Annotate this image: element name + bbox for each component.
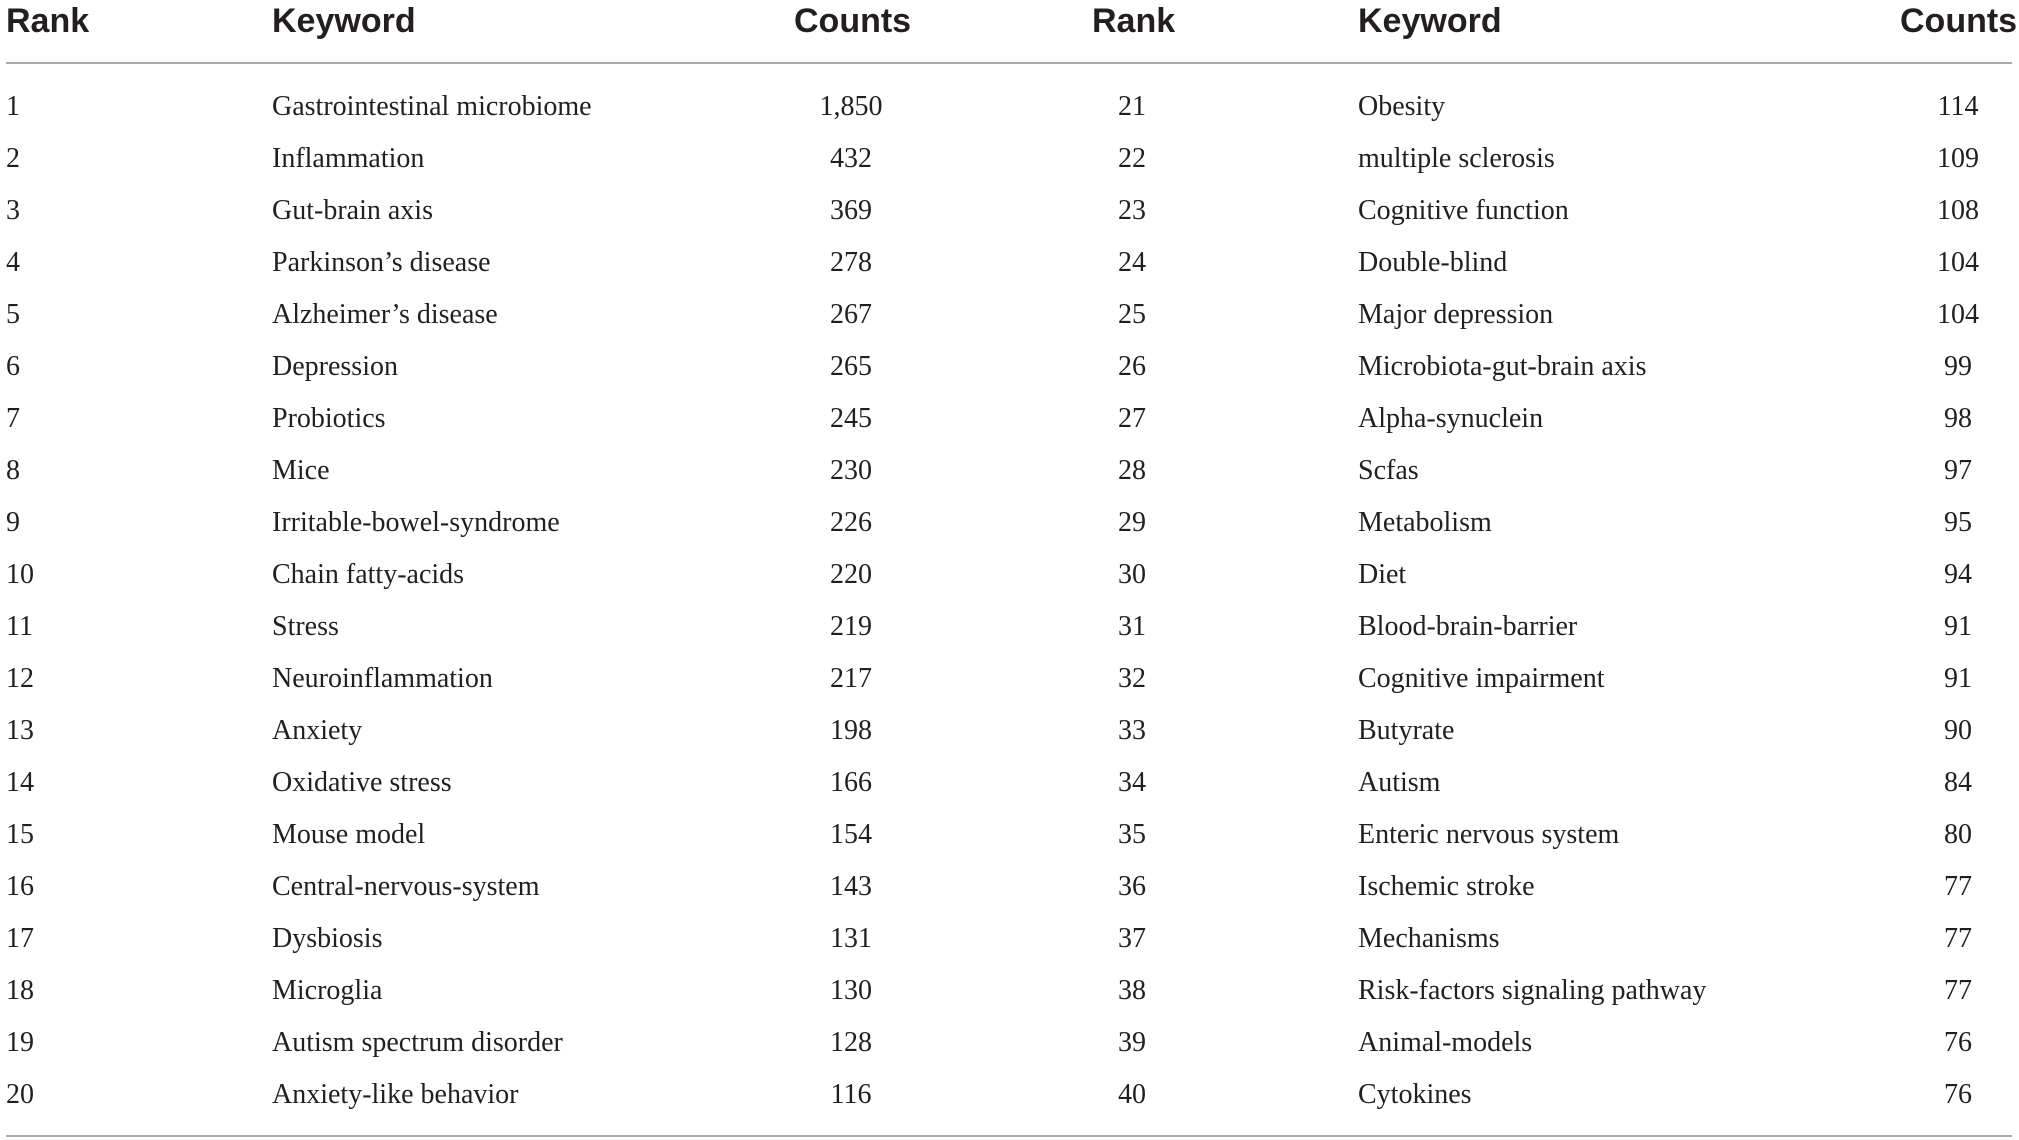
keyword-cell: Microglia	[272, 975, 383, 1006]
keyword-cell: Double-blind	[1358, 247, 1508, 278]
rank-cell: 2	[6, 143, 20, 174]
table-row	[0, 1075, 2019, 1127]
table-row	[0, 295, 2019, 347]
keyword-cell: Depression	[272, 351, 398, 382]
counts-cell-text: 104	[1937, 299, 1979, 330]
rank-cell-text: 31	[1118, 611, 1146, 642]
keyword-cell: Probiotics	[272, 403, 386, 434]
table-row	[0, 191, 2019, 243]
counts-cell-text: 131	[830, 923, 872, 954]
counts-cell-text: 143	[830, 871, 872, 902]
keyword-cell: Stress	[272, 611, 339, 642]
keyword-cell: Cytokines	[1358, 1079, 1472, 1110]
rank-cell-text: 39	[1118, 1027, 1146, 1058]
keyword-cell: Oxidative stress	[272, 767, 452, 798]
rank-cell-text: 40	[1118, 1079, 1146, 1110]
counts-cell-text: 109	[1937, 143, 1979, 174]
rank-cell-text: 34	[1118, 767, 1146, 798]
rank-cell: 12	[6, 663, 34, 694]
header-divider	[6, 62, 2012, 64]
rank-cell: 10	[6, 559, 34, 590]
rank-cell: 18	[6, 975, 34, 1006]
table-bottom-rule	[6, 1135, 2012, 1137]
rank-cell-text: 35	[1118, 819, 1146, 850]
rank-cell-text: 30	[1118, 559, 1146, 590]
counts-cell-text: 226	[830, 507, 872, 538]
counts-cell-text: 94	[1944, 559, 1972, 590]
counts-cell-text: 220	[830, 559, 872, 590]
rank-cell-text: 38	[1118, 975, 1146, 1006]
rank-cell: 19	[6, 1027, 34, 1058]
rank-cell: 6	[6, 351, 20, 382]
counts-cell-text: 166	[830, 767, 872, 798]
rank-cell-text: 26	[1118, 351, 1146, 382]
keyword-cell: Mice	[272, 455, 330, 486]
table-row	[0, 763, 2019, 815]
counts-cell-text: 104	[1937, 247, 1979, 278]
rank-cell: 14	[6, 767, 34, 798]
rank-cell-text: 33	[1118, 715, 1146, 746]
table-row	[0, 347, 2019, 399]
table-row	[0, 503, 2019, 555]
keyword-cell: Butyrate	[1358, 715, 1455, 746]
rank-cell-text: 25	[1118, 299, 1146, 330]
counts-cell-text: 219	[830, 611, 872, 642]
counts-cell-text: 278	[830, 247, 872, 278]
keyword-cell: Parkinson’s disease	[272, 247, 491, 278]
counts-cell-text: 198	[830, 715, 872, 746]
keyword-cell: Mechanisms	[1358, 923, 1500, 954]
table-body	[0, 87, 2019, 1127]
table-row	[0, 659, 2019, 711]
rank-cell-text: 28	[1118, 455, 1146, 486]
table-row	[0, 451, 2019, 503]
keyword-cell: Irritable-bowel-syndrome	[272, 507, 560, 538]
counts-cell-text: 77	[1944, 975, 1972, 1006]
rank-cell: 4	[6, 247, 20, 278]
rank-cell: 8	[6, 455, 20, 486]
counts-cell-text: 98	[1944, 403, 1972, 434]
keyword-cell: Central-nervous-system	[272, 871, 540, 902]
counts-cell-text: 267	[830, 299, 872, 330]
keyword-cell: Alzheimer’s disease	[272, 299, 498, 330]
counts-cell-text: 245	[830, 403, 872, 434]
keyword-cell: Inflammation	[272, 143, 425, 174]
rank-cell: 1	[6, 91, 20, 122]
rank-cell: 17	[6, 923, 34, 954]
keyword-cell: Scfas	[1358, 455, 1419, 486]
keyword-cell: Alpha-synuclein	[1358, 403, 1544, 434]
rank-cell-text: 36	[1118, 871, 1146, 902]
counts-cell-text: 108	[1937, 195, 1979, 226]
counts-cell-text: 84	[1944, 767, 1972, 798]
keyword-cell: Microbiota-gut-brain axis	[1358, 351, 1647, 382]
header-rank-left: Rank	[6, 2, 90, 40]
counts-cell-text: 95	[1944, 507, 1972, 538]
keyword-cell: Obesity	[1358, 91, 1446, 122]
rank-cell-text: 32	[1118, 663, 1146, 694]
keyword-cell: Neuroinflammation	[272, 663, 493, 694]
keyword-cell: multiple sclerosis	[1358, 143, 1555, 174]
rank-cell: 5	[6, 299, 20, 330]
rank-cell-text: 21	[1118, 91, 1146, 122]
counts-cell-text: 116	[830, 1079, 872, 1110]
counts-cell-text: 1,850	[819, 91, 883, 122]
table-row	[0, 399, 2019, 451]
keyword-cell: Risk-factors signaling pathway	[1358, 975, 1707, 1006]
counts-cell-text: 230	[830, 455, 872, 486]
table-row	[0, 139, 2019, 191]
table-row	[0, 711, 2019, 763]
header-keyword-left: Keyword	[272, 2, 416, 40]
keyword-cell: Anxiety	[272, 715, 363, 746]
rank-cell-text: 27	[1118, 403, 1146, 434]
counts-cell-text: 154	[830, 819, 872, 850]
keyword-cell: Diet	[1358, 559, 1407, 590]
counts-cell-text: 77	[1944, 923, 1972, 954]
rank-cell-text: 24	[1118, 247, 1146, 278]
table-row	[0, 815, 2019, 867]
rank-cell-text: 23	[1118, 195, 1146, 226]
rank-cell: 20	[6, 1079, 34, 1110]
rank-cell: 7	[6, 403, 20, 434]
rank-cell: 3	[6, 195, 20, 226]
counts-cell-text: 97	[1944, 455, 1972, 486]
keyword-cell: Autism spectrum disorder	[272, 1027, 563, 1058]
counts-cell-text: 114	[1937, 91, 1979, 122]
table-row	[0, 555, 2019, 607]
counts-cell-text: 76	[1944, 1079, 1972, 1110]
rank-cell-text: 22	[1118, 143, 1146, 174]
counts-cell-text: 128	[830, 1027, 872, 1058]
table-row	[0, 87, 2019, 139]
keyword-cell: Gut-brain axis	[272, 195, 433, 226]
table-header-row: Rank Keyword Counts Rank Keyword Counts	[6, 2, 2018, 40]
counts-cell-text: 432	[830, 143, 872, 174]
rank-cell-text: 29	[1118, 507, 1146, 538]
rank-cell-text: 37	[1118, 923, 1146, 954]
rank-cell: 9	[6, 507, 20, 538]
counts-cell-text: 77	[1944, 871, 1972, 902]
table-row	[0, 243, 2019, 295]
rank-cell: 15	[6, 819, 34, 850]
table-row	[0, 971, 2019, 1023]
rank-cell: 16	[6, 871, 34, 902]
keyword-cell: Mouse model	[272, 819, 426, 850]
keyword-cell: Animal-models	[1358, 1027, 1533, 1058]
keyword-cell: Ischemic stroke	[1358, 871, 1535, 902]
keyword-cell: Major depression	[1358, 299, 1554, 330]
keyword-cell: Gastrointestinal microbiome	[272, 91, 592, 122]
rank-cell: 11	[6, 611, 33, 642]
counts-cell-text: 369	[830, 195, 872, 226]
keyword-cell: Cognitive impairment	[1358, 663, 1605, 694]
counts-cell-text: 90	[1944, 715, 1972, 746]
keyword-cell: Dysbiosis	[272, 923, 383, 954]
keyword-cell: Chain fatty-acids	[272, 559, 465, 590]
counts-cell-text: 76	[1944, 1027, 1972, 1058]
keyword-cell: Blood-brain-barrier	[1358, 611, 1578, 642]
table-row	[0, 919, 2019, 971]
table-row	[0, 1023, 2019, 1075]
rank-cell: 13	[6, 715, 34, 746]
counts-cell-text: 91	[1944, 611, 1972, 642]
keyword-cell: Cognitive function	[1358, 195, 1569, 226]
counts-cell-text: 217	[830, 663, 872, 694]
header-keyword-right: Keyword	[1358, 2, 1502, 40]
keyword-cell: Enteric nervous system	[1358, 819, 1620, 850]
counts-cell-text: 91	[1944, 663, 1972, 694]
counts-cell-text: 80	[1944, 819, 1972, 850]
counts-cell-text: 99	[1944, 351, 1972, 382]
table-row	[0, 607, 2019, 659]
keyword-cell: Autism	[1358, 767, 1441, 798]
counts-cell-text: 265	[830, 351, 872, 382]
table-row	[0, 867, 2019, 919]
keyword-cell: Metabolism	[1358, 507, 1492, 538]
counts-cell-text: 130	[830, 975, 872, 1006]
keyword-cell: Anxiety-like behavior	[272, 1079, 519, 1110]
